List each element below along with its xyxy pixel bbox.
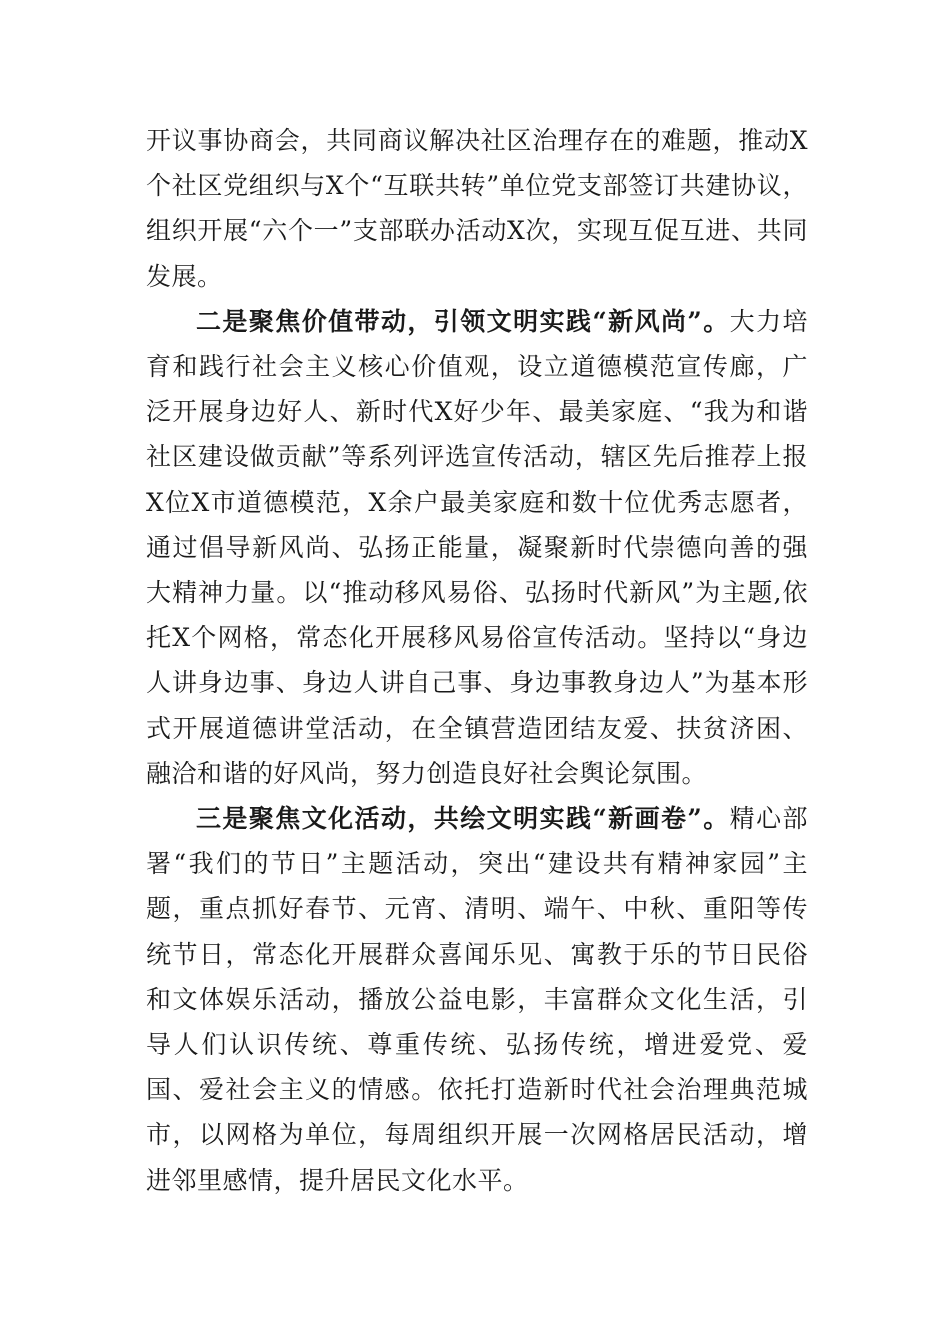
paragraph-text: 大力培育和践行社会主义核心价值观，设立道德模范宣传廊，广泛开展身边好人、新时代X好少年、最美家庭、“我为和谐社区建设做贡献”等系列评选宣传活动，辖区先后推荐上报X位X市道德模范，X余户最美家庭和数十位优秀志愿者，通过倡导新风尚、弘扬正能量，凝聚新时代崇德向善的强大精神力量。以“推动移风易俗、弘扬时代新风”为主题,依托X个网格，常态化开展移风易俗宣传活动。坚持以“身边人讲身边事、身边人讲自己事、身边事教身边人”为基本形式开展道德讲堂活动，在全镇营造团结友爱、扶贫济困、融洽和谐的好风尚，努力创造良好社会舆论氛围。 xyxy=(146,306,808,788)
paragraph-text: 精心部署“我们的节日”主题活动，突出“建设共有精神家园”主题，重点抓好春节、元宵、清明、端午、中秋、重阳等传统节日，常态化开展群众喜闻乐见、寓教于乐的节日民俗和文体娱乐活动，播放公益电影，丰富群众文化生活，引导人们认识传统、尊重传统、弘扬传统，增进爱党、爱国、爱社会主义的情感。依托打造新时代社会治理典范城市，以网格为单位，每周组织开展一次网格居民活动，增进邻里感情，提升居民文化水平。 xyxy=(146,804,808,1195)
paragraph-heading: 三是聚焦文化活动，共绘文明实践“新画卷”。 xyxy=(196,804,730,834)
paragraph-continuation xyxy=(146,118,808,299)
paragraph-value-driven xyxy=(146,299,808,796)
document-body xyxy=(146,118,808,1203)
paragraph-cultural-activities xyxy=(146,796,808,1203)
paragraph-heading: 二是聚焦价值带动，引领文明实践“新风尚”。 xyxy=(196,306,730,336)
paragraph-text: 开议事协商会，共同商议解决社区治理存在的难题，推动X个社区党组织与X个“互联共转”单位党支部签订共建协议，组织开展“六个一”支部联办活动X次，实现互促互进、共同发展。 xyxy=(146,126,808,291)
